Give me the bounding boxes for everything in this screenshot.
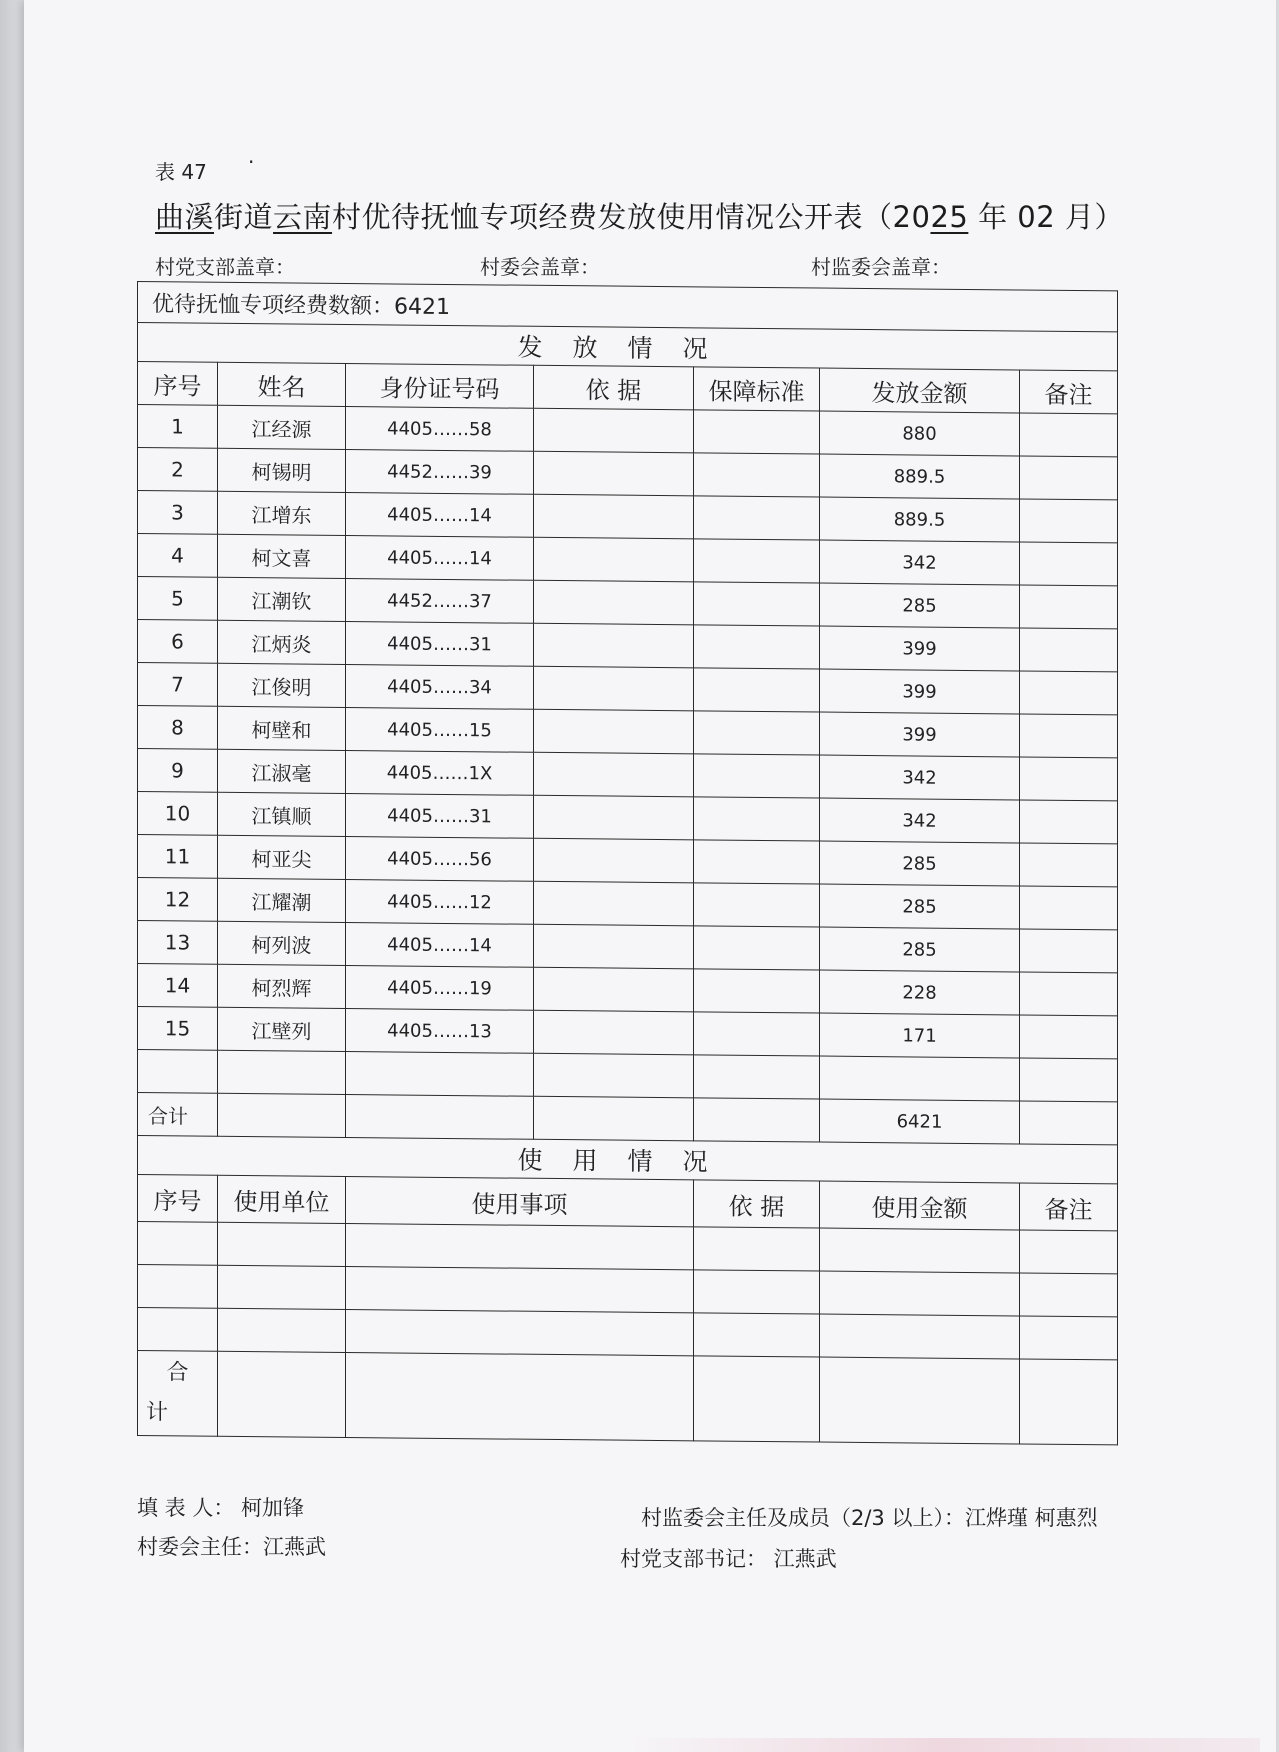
distribution-rows: [138, 405, 1118, 1059]
header-standard: 保障标准: [694, 367, 820, 411]
row-remark: [1020, 671, 1118, 715]
row-standard: [694, 668, 820, 712]
paper-shadow-edge: [0, 0, 24, 1752]
row-standard: [694, 840, 820, 884]
header-remark: 备注: [1020, 370, 1118, 414]
row-no: 3: [138, 491, 218, 535]
row-no: 7: [138, 663, 218, 707]
row-no: 10: [138, 792, 218, 836]
row-amount: 285: [820, 583, 1020, 628]
row-no: 13: [138, 921, 218, 965]
row-remark: [1020, 757, 1118, 801]
row-amount: 171: [820, 1013, 1020, 1058]
row-basis: [534, 666, 694, 711]
row-id: 4452……39: [346, 450, 534, 495]
village-committee-seal-label: 村委会盖章：: [480, 255, 600, 279]
row-amount: 285: [820, 884, 1020, 929]
row-amount: 285: [820, 927, 1020, 972]
distribution-total-amount: 6421: [820, 1099, 1020, 1144]
row-id: 4405……58: [346, 407, 534, 452]
row-id: 4405……15: [346, 708, 534, 753]
row-amount: 399: [820, 626, 1020, 671]
supervisory-committee-seal-label: 村监委会盖章：: [811, 255, 951, 279]
row-name: 江耀潮: [218, 878, 346, 922]
row-id: 4405……14: [346, 923, 534, 968]
row-remark: [1020, 499, 1118, 543]
row-standard: [694, 539, 820, 583]
supervisory-committee-signature: 村监委会主任及成员（2/3 以上）：江烨瑾 柯惠烈: [641, 1506, 1098, 1530]
row-no: 5: [138, 577, 218, 621]
row-id: 4405……31: [346, 794, 534, 839]
usage-header-item: 使用事项: [346, 1177, 694, 1227]
row-name: 江俊明: [218, 663, 346, 707]
row-id: 4452……37: [346, 579, 534, 624]
background-object: [620, 1738, 1260, 1752]
row-no: 11: [138, 835, 218, 879]
row-basis: [534, 494, 694, 539]
row-name: 柯烈辉: [218, 964, 346, 1008]
row-remark: [1020, 542, 1118, 586]
header-name: 姓名: [218, 362, 346, 406]
form-number: 表 47: [155, 160, 207, 184]
row-remark: [1020, 972, 1118, 1016]
row-no: 9: [138, 749, 218, 793]
row-name: 江壁列: [218, 1007, 346, 1051]
usage-header-unit: 使用单位: [218, 1175, 346, 1223]
header-amount: 发放金额: [820, 368, 1020, 413]
row-name: 柯壁和: [218, 706, 346, 750]
row-name: 柯锡明: [218, 448, 346, 492]
row-remark: [1020, 886, 1118, 930]
row-amount: 228: [820, 970, 1020, 1015]
row-basis: [534, 924, 694, 969]
document-title: [155, 195, 1124, 236]
header-id: 身份证号码: [346, 364, 534, 409]
row-remark: [1020, 929, 1118, 973]
row-name: 江淑毫: [218, 749, 346, 793]
row-no: 4: [138, 534, 218, 578]
row-remark: [1020, 456, 1118, 500]
row-id: 4405……13: [346, 1009, 534, 1054]
title-year-suffix: 25: [930, 200, 969, 234]
row-amount: 399: [820, 669, 1020, 714]
row-name: 柯列波: [218, 921, 346, 965]
row-name: 江经源: [218, 405, 346, 449]
row-id: 4405……31: [346, 622, 534, 667]
distribution-section-title: 发放情况: [138, 323, 1118, 371]
title-street-name: 曲溪: [155, 200, 215, 234]
row-basis: [534, 623, 694, 668]
row-id: 4405……12: [346, 880, 534, 925]
row-basis: [534, 795, 694, 840]
row-standard: [694, 754, 820, 798]
row-standard: [694, 582, 820, 626]
row-basis: [534, 709, 694, 754]
header-no: 序号: [138, 362, 218, 406]
row-remark: [1020, 585, 1118, 629]
row-remark: [1020, 413, 1118, 457]
row-standard: [694, 797, 820, 841]
title-text-1: 街道: [214, 200, 274, 234]
usage-total-label-1: 合: [166, 1360, 189, 1386]
title-text-2: 村优待抚恤专项经费发放使用情况公开表（20: [332, 200, 931, 234]
usage-section-title: 使用情况: [138, 1136, 1118, 1184]
row-amount: 889.5: [820, 454, 1020, 499]
row-standard: [694, 410, 820, 454]
row-standard: [694, 711, 820, 755]
row-no: 6: [138, 620, 218, 664]
distribution-total-label: 合计: [138, 1093, 218, 1137]
row-remark: [1020, 628, 1118, 672]
row-standard: [694, 969, 820, 1013]
party-secretary-signature: 村党支部书记： 江燕武: [620, 1547, 837, 1571]
row-name: 江潮钦: [218, 577, 346, 621]
row-name: 柯亚尖: [218, 835, 346, 879]
row-id: 4405……19: [346, 966, 534, 1011]
row-remark: [1020, 714, 1118, 758]
row-basis: [534, 580, 694, 625]
row-standard: [694, 453, 820, 497]
header-basis: 依 据: [534, 365, 694, 410]
row-basis: [534, 408, 694, 453]
row-amount: 285: [820, 841, 1020, 886]
row-id: 4405……56: [346, 837, 534, 882]
row-no: 8: [138, 706, 218, 750]
row-name: 江镇顺: [218, 792, 346, 836]
row-name: 江增东: [218, 491, 346, 535]
row-no: 15: [138, 1007, 218, 1051]
usage-header-remark: 备注: [1020, 1183, 1118, 1231]
row-amount: 399: [820, 712, 1020, 757]
party-branch-seal-label: 村党支部盖章：: [155, 255, 295, 279]
fund-table: [137, 281, 1118, 1445]
row-no: 2: [138, 448, 218, 492]
row-amount: 342: [820, 540, 1020, 585]
row-standard: [694, 883, 820, 927]
usage-total-label-2: 计: [146, 1400, 169, 1426]
row-amount: 342: [820, 755, 1020, 800]
usage-total-label: [138, 1351, 218, 1437]
title-text-3: 年 02 月）: [968, 200, 1124, 234]
row-remark: [1020, 843, 1118, 887]
row-standard: [694, 1012, 820, 1056]
filler-signature: 填 表 人： 柯加锋: [137, 1496, 305, 1520]
usage-header-no: 序号: [138, 1175, 218, 1223]
row-id: 4405……34: [346, 665, 534, 710]
row-basis: [534, 881, 694, 926]
row-name: 江炳炎: [218, 620, 346, 664]
usage-total-row: [138, 1351, 1118, 1445]
row-no: 12: [138, 878, 218, 922]
row-standard: [694, 496, 820, 540]
title-village-name: 云南: [273, 200, 333, 234]
row-standard: [694, 926, 820, 970]
committee-director-signature: 村委会主任：江燕武: [137, 1535, 326, 1559]
row-basis: [534, 1010, 694, 1055]
row-remark: [1020, 800, 1118, 844]
row-amount: 889.5: [820, 497, 1020, 542]
row-amount: 880: [820, 411, 1020, 456]
row-id: 4405……1X: [346, 751, 534, 796]
row-basis: [534, 838, 694, 883]
row-id: 4405……14: [346, 536, 534, 581]
ink-dot: ·: [248, 150, 255, 174]
row-basis: [534, 752, 694, 797]
usage-header-basis: 依 据: [694, 1180, 820, 1228]
fund-amount: 优待抚恤专项经费数额：6421: [138, 282, 1118, 332]
row-no: 14: [138, 964, 218, 1008]
row-no: 1: [138, 405, 218, 449]
row-id: 4405……14: [346, 493, 534, 538]
row-basis: [534, 537, 694, 582]
row-name: 柯文喜: [218, 534, 346, 578]
row-basis: [534, 967, 694, 1012]
usage-header-amount: 使用金额: [820, 1181, 1020, 1230]
row-standard: [694, 625, 820, 669]
row-remark: [1020, 1015, 1118, 1059]
row-basis: [534, 451, 694, 496]
row-amount: 342: [820, 798, 1020, 843]
